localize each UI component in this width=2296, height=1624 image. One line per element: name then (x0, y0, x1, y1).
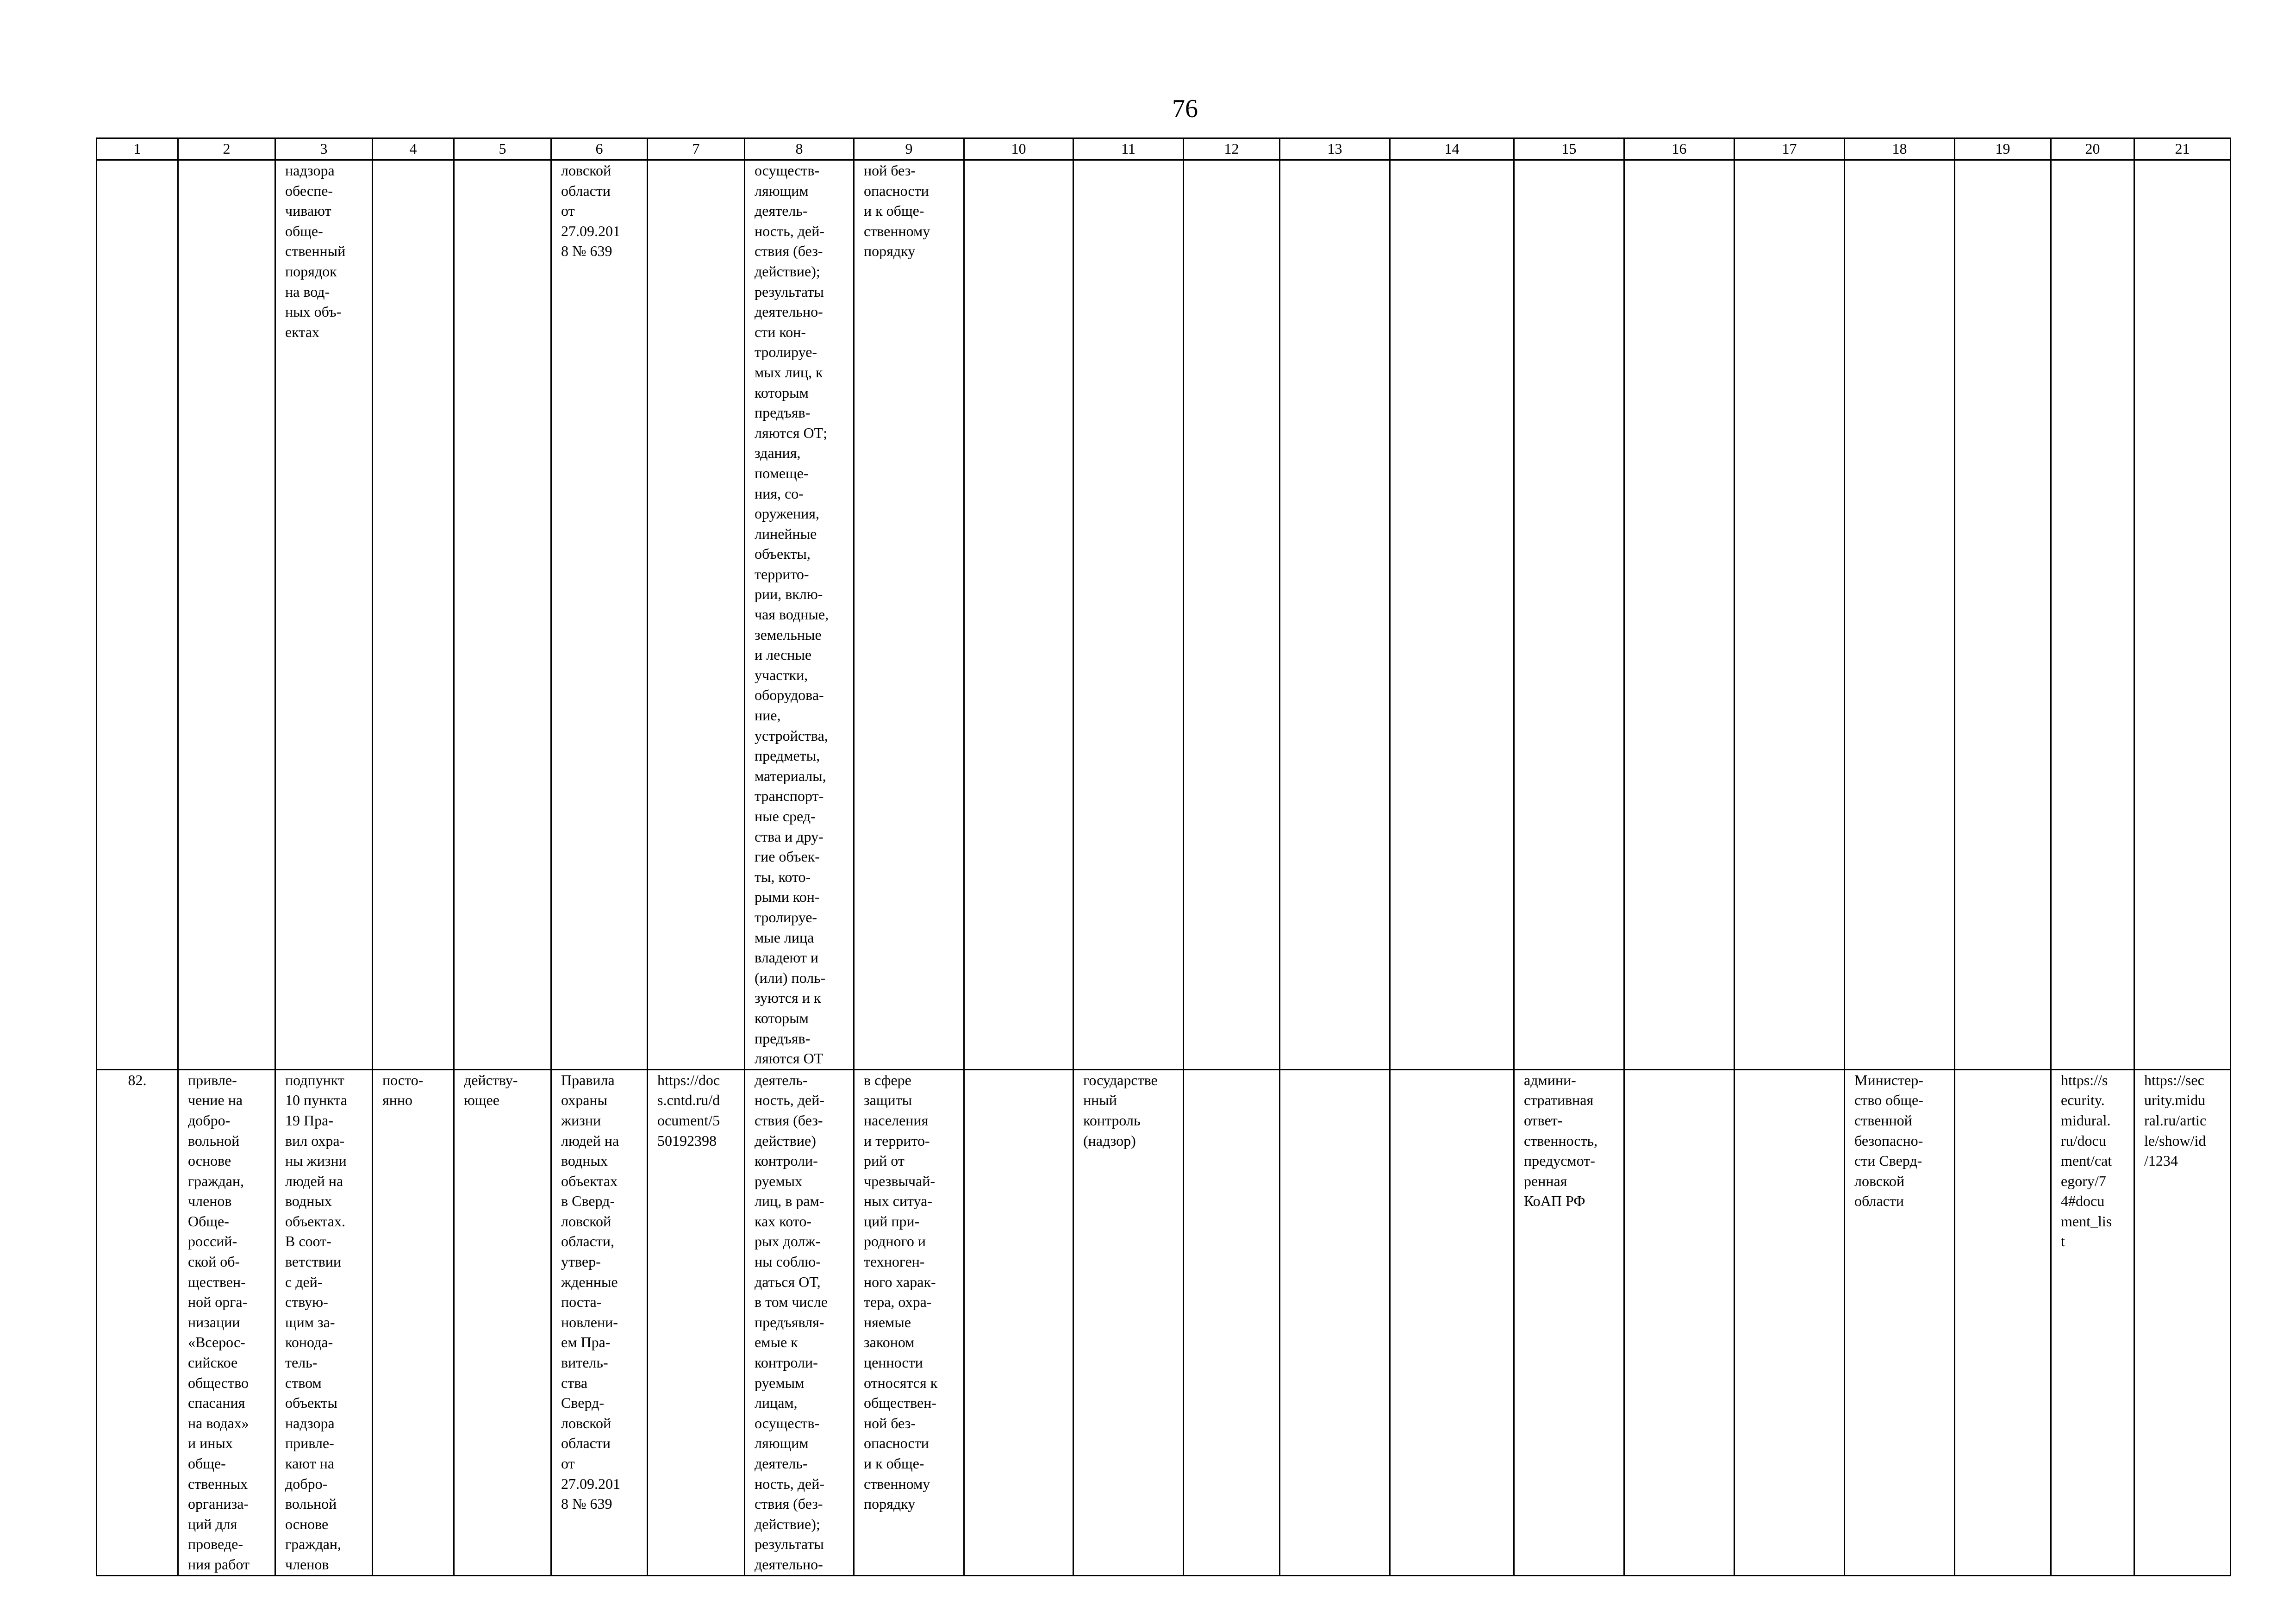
cell-text-line: лицам, (755, 1394, 798, 1412)
cell-text-line: объектах. (285, 1212, 345, 1230)
table-cell (1514, 1069, 1624, 1575)
table-cell (1734, 160, 1845, 1070)
table-cell (454, 1069, 551, 1575)
cell-text-line: кают на (285, 1455, 335, 1472)
cell-text-line: от (561, 1455, 575, 1472)
cell-text-line: участки, (755, 666, 808, 683)
column-number: 11 (1073, 138, 1184, 160)
column-number: 9 (854, 138, 964, 160)
cell-text-line: и к обще- (864, 1455, 924, 1472)
table-cell (1280, 160, 1390, 1070)
cell-text-line: транспорт- (755, 787, 824, 805)
cell-text-line: ной без- (864, 162, 916, 179)
cell-text-line: результаты (755, 1536, 824, 1553)
cell-text-line: оружения, (755, 505, 820, 522)
cell-text-line: s.cntd.ru/d (657, 1092, 720, 1109)
cell-text-line: ветствии (285, 1253, 342, 1270)
table-cell (2134, 160, 2231, 1070)
cell-text-line: на вод- (285, 283, 330, 300)
cell-text-line: подпункт (285, 1071, 344, 1088)
cell-text-line: 82. (128, 1071, 147, 1088)
cell-text-line: ющее (464, 1092, 499, 1109)
cell-text-line: ловской (1854, 1172, 1905, 1189)
cell-text-line: относятся к (864, 1374, 938, 1391)
cell-text-line: контроль (1083, 1112, 1141, 1129)
cell-text-line: от (561, 202, 575, 219)
cell-text-line: ствия (без- (755, 243, 823, 260)
cell-text-line: здания, (755, 444, 801, 462)
column-number: 12 (1184, 138, 1280, 160)
table-row (97, 1069, 2231, 1575)
column-number: 14 (1390, 138, 1514, 160)
cell-text-line: ocument/5 (657, 1112, 720, 1129)
cell-text-line: объекты (285, 1394, 337, 1412)
cell-text-line: мых лиц, к (755, 363, 823, 381)
cell-text-line: чение на (188, 1092, 243, 1109)
cell-text-line: ловской (561, 1414, 611, 1431)
cell-text-line: ность, дей- (755, 1092, 824, 1109)
cell-text-line: рыми кон- (755, 888, 820, 906)
column-number-header-row (97, 138, 2231, 160)
cell-text-line: обще- (188, 1455, 226, 1472)
table-cell (1073, 1069, 1184, 1575)
cell-text-line: емые к (755, 1334, 798, 1351)
table-cell (2051, 1069, 2134, 1575)
cell-text-line: деятельно- (755, 1555, 823, 1573)
cell-text-line: надзора (285, 162, 335, 179)
cell-text-line: «Всерос- (188, 1334, 245, 1351)
cell-text-line: водных (561, 1152, 608, 1169)
cell-text-line: Министер- (1854, 1071, 1923, 1088)
table-cell (1184, 160, 1280, 1070)
cell-text-line: ment/cat (2061, 1152, 2112, 1169)
table-cell (854, 160, 964, 1070)
cell-text-line: устройства, (755, 727, 828, 744)
cell-text-line: опасности (864, 1435, 929, 1452)
cell-text-line: Обще- (188, 1212, 229, 1230)
cell-text-line: граждан, (285, 1536, 342, 1553)
cell-text-line: деятельно- (755, 303, 823, 320)
cell-text-line: деятель- (755, 1455, 808, 1472)
cell-text-line: и террито- (864, 1132, 930, 1149)
table-cell (1514, 160, 1624, 1070)
cell-text-line: 8 № 639 (561, 1495, 612, 1512)
cell-text-line: организа- (188, 1495, 249, 1512)
cell-text-line: ствия (без- (755, 1495, 823, 1512)
cell-text-line: основе (285, 1515, 329, 1532)
cell-text-line: в том числе (755, 1293, 828, 1311)
table-cell (2051, 160, 2134, 1070)
cell-text-line: щим за- (285, 1313, 335, 1330)
cell-text-line: деятель- (755, 1071, 808, 1088)
cell-text-line: конода- (285, 1334, 333, 1351)
column-number: 20 (2051, 138, 2134, 160)
table-cell (1073, 160, 1184, 1070)
cell-text-line: в сфере (864, 1071, 911, 1088)
cell-text-line: ственность, (1524, 1132, 1598, 1149)
cell-text-line: безопасно- (1854, 1132, 1923, 1149)
cell-text-line: ответ- (1524, 1112, 1563, 1129)
cell-text-line: поста- (561, 1293, 602, 1311)
cell-text-line: в Сверд- (561, 1193, 615, 1210)
cell-text-line: низации (188, 1313, 240, 1330)
column-number: 16 (1624, 138, 1734, 160)
cell-text-line: янно (382, 1092, 412, 1109)
cell-text-line: рии, вклю- (755, 586, 823, 603)
table-cell (854, 1069, 964, 1575)
cell-text-line: действие) (755, 1132, 816, 1149)
cell-text-line: привле- (285, 1435, 334, 1452)
cell-text-line: ственному (864, 1475, 930, 1492)
cell-text-line: водных (285, 1193, 332, 1210)
cell-text-line: результаты (755, 283, 824, 300)
cell-text-line: опасности (864, 182, 929, 199)
cell-text-line: (или) поль- (755, 969, 826, 986)
cell-text-line: законом (864, 1334, 915, 1351)
cell-text-line: няемые (864, 1313, 911, 1330)
cell-text-line: ного харак- (864, 1273, 936, 1290)
cell-text-line: ем Пра- (561, 1334, 611, 1351)
cell-text-line: 50192398 (657, 1132, 717, 1149)
cell-text-line: помеще- (755, 464, 809, 481)
table-cell (275, 160, 373, 1070)
cell-text-line: ты, кото- (755, 868, 811, 885)
cell-text-line: ляющим (755, 1435, 809, 1452)
column-number: 15 (1514, 138, 1624, 160)
cell-text-line: ния работ (188, 1555, 250, 1573)
cell-text-line: ловской (561, 1212, 611, 1230)
cell-text-line: чрезвычай- (864, 1172, 936, 1189)
cell-text-line: привле- (188, 1071, 237, 1088)
cell-text-line: https://s (2061, 1071, 2108, 1088)
cell-text-line: ций для (188, 1515, 237, 1532)
cell-text-line: 27.09.201 (561, 222, 620, 239)
table-cell (1955, 1069, 2051, 1575)
cell-text-line: ru/docu (2061, 1132, 2106, 1149)
cell-text-line: ствую- (285, 1293, 328, 1311)
column-number: 3 (275, 138, 373, 160)
cell-text-line: ценности (864, 1354, 923, 1371)
cell-text-line: гие объек- (755, 848, 820, 865)
cell-text-line: государстве (1083, 1071, 1158, 1088)
table-cell (373, 1069, 454, 1575)
column-number: 17 (1734, 138, 1845, 160)
cell-text-line: которым (755, 1009, 809, 1026)
cell-text-line: основе (188, 1152, 231, 1169)
cell-text-line: предусмот- (1524, 1152, 1595, 1169)
cell-text-line: оборудова- (755, 687, 824, 704)
cell-text-line: 8 № 639 (561, 243, 612, 260)
cell-text-line: витель- (561, 1354, 608, 1371)
cell-text-line: с дей- (285, 1273, 323, 1290)
cell-text-line: предъявля- (755, 1313, 824, 1330)
cell-text-line: ние, (755, 707, 781, 724)
cell-text-line: Правила (561, 1071, 615, 1088)
column-number: 10 (964, 138, 1073, 160)
cell-text-line: на водах» (188, 1414, 249, 1431)
table-cell (1390, 1069, 1514, 1575)
cell-text-line: ства и дру- (755, 828, 824, 845)
cell-text-line: чивают (285, 202, 331, 219)
cell-text-line: 10 пункта (285, 1092, 347, 1109)
cell-text-line: новлени- (561, 1313, 618, 1330)
column-number: 21 (2134, 138, 2231, 160)
cell-text-line: добро- (188, 1112, 231, 1129)
cell-text-line: материалы, (755, 767, 826, 784)
cell-text-line: людей на (561, 1132, 619, 1149)
cell-text-line: тролируе- (755, 344, 817, 361)
column-number: 4 (373, 138, 454, 160)
cell-text-line: спасания (188, 1394, 245, 1412)
cell-text-line: ственных (188, 1475, 248, 1492)
cell-text-line: действие); (755, 262, 820, 280)
cell-text-line: членов (188, 1193, 232, 1210)
table-cell (178, 1069, 275, 1575)
cell-text-line: которым (755, 384, 809, 401)
cell-text-line: родного и (864, 1233, 926, 1250)
cell-text-line: добро- (285, 1475, 328, 1492)
cell-text-line: надзора (285, 1414, 335, 1431)
cell-text-line: le/show/id (2144, 1132, 2206, 1149)
cell-text-line: населения (864, 1112, 929, 1129)
cell-text-line: мые лица (755, 929, 814, 946)
row-number-cell (97, 1069, 178, 1575)
cell-text-line: /1234 (2144, 1152, 2178, 1169)
cell-text-line: сти Сверд- (1854, 1152, 1922, 1169)
cell-text-line: нный (1083, 1092, 1117, 1109)
cell-text-line: охраны (561, 1092, 608, 1109)
cell-text-line: обеспе- (285, 182, 333, 199)
table-cell (745, 160, 854, 1070)
cell-text-line: ством (285, 1374, 322, 1391)
cell-text-line: midural. (2061, 1112, 2111, 1129)
cell-text-line: обще- (285, 222, 323, 239)
cell-text-line: 19 Пра- (285, 1112, 333, 1129)
cell-text-line: действие); (755, 1515, 820, 1532)
table-cell (373, 160, 454, 1070)
cell-text-line: Сверд- (561, 1394, 604, 1412)
cell-text-line: россий- (188, 1233, 237, 1250)
cell-text-line: ляются ОТ (755, 1050, 824, 1067)
cell-text-line: и к обще- (864, 202, 924, 219)
table-cell (1184, 1069, 1280, 1575)
table-cell (551, 160, 648, 1070)
cell-text-line: террито- (755, 565, 809, 582)
cell-text-line: вольной (188, 1132, 240, 1149)
table-row (97, 160, 2231, 1070)
cell-text-line: В соот- (285, 1233, 331, 1250)
table-cell (2134, 1069, 2231, 1575)
cell-text-line: руемым (755, 1374, 805, 1391)
cell-text-line: админи- (1524, 1071, 1576, 1088)
table-cell (551, 1069, 648, 1575)
cell-text-line: руемых (755, 1172, 803, 1189)
cell-text-line: ства (561, 1374, 588, 1391)
cell-text-line: рий от (864, 1152, 905, 1169)
table-cell (964, 160, 1073, 1070)
cell-text-line: техноген- (864, 1253, 925, 1270)
table-cell (648, 1069, 745, 1575)
register-table (96, 137, 2231, 1576)
cell-text-line: линейные (755, 525, 817, 542)
cell-text-line: ны соблю- (755, 1253, 821, 1270)
cell-text-line: лиц, в рам- (755, 1193, 824, 1210)
column-number: 2 (178, 138, 275, 160)
cell-text-line: посто- (382, 1071, 424, 1088)
cell-text-line: ral.ru/artic (2144, 1112, 2207, 1129)
cell-text-line: граждан, (188, 1172, 244, 1189)
cell-text-line: осуществ- (755, 162, 820, 179)
cell-text-line: ственной (1854, 1112, 1912, 1129)
table-cell (1734, 1069, 1845, 1575)
table-cell (1845, 160, 1955, 1070)
cell-text-line: ляются ОТ; (755, 424, 828, 441)
table-cell (1845, 1069, 1955, 1575)
cell-text-line: (надзор) (1083, 1132, 1136, 1149)
cell-text-line: КоАП РФ (1524, 1193, 1585, 1210)
cell-text-line: 4#docu (2061, 1193, 2105, 1210)
cell-text-line: ных объ- (285, 303, 342, 320)
table-cell (1390, 160, 1514, 1070)
cell-text-line: предъяв- (755, 404, 811, 421)
table-cell (275, 1069, 373, 1575)
cell-text-line: https://sec (2144, 1071, 2204, 1088)
cell-text-line: ность, дей- (755, 222, 824, 239)
cell-text-line: жизни (561, 1112, 601, 1129)
page-number: 76 (1172, 94, 1198, 123)
cell-text-line: ность, дей- (755, 1475, 824, 1492)
cell-text-line: жденные (561, 1273, 618, 1290)
table-cell (648, 160, 745, 1070)
table-cell (97, 160, 178, 1070)
cell-text-line: ния, со- (755, 485, 804, 502)
column-number: 13 (1280, 138, 1390, 160)
cell-text-line: и лесные (755, 646, 812, 663)
cell-text-line: ствия (без- (755, 1112, 823, 1129)
cell-text-line: порядку (864, 243, 916, 260)
cell-text-line: контроли- (755, 1152, 818, 1169)
cell-text-line: вольной (285, 1495, 337, 1512)
cell-text-line: ственный (285, 243, 346, 260)
cell-text-line: области, (561, 1233, 614, 1250)
cell-text-line: порядок (285, 262, 337, 280)
cell-text-line: ках кото- (755, 1212, 811, 1230)
cell-text-line: предъяв- (755, 1030, 811, 1047)
cell-text-line: земельные (755, 626, 822, 643)
cell-text-line: t (2061, 1233, 2065, 1250)
cell-text-line: людей на (285, 1172, 343, 1189)
table-cell (454, 160, 551, 1070)
column-number: 5 (454, 138, 551, 160)
cell-text-line: деятель- (755, 202, 808, 219)
cell-text-line: сийское (188, 1354, 238, 1371)
cell-text-line: ловской (561, 162, 611, 179)
cell-text-line: ской об- (188, 1253, 240, 1270)
cell-text-line: ecurity. (2061, 1092, 2105, 1109)
cell-text-line: обществен- (864, 1394, 937, 1412)
cell-text-line: защиты (864, 1092, 912, 1109)
cell-text-line: ций при- (864, 1212, 920, 1230)
cell-text-line: ренная (1524, 1172, 1567, 1189)
cell-text-line: чая водные, (755, 606, 829, 623)
cell-text-line: даться ОТ, (755, 1273, 821, 1290)
column-number: 19 (1955, 138, 2051, 160)
cell-text-line: предметы, (755, 747, 820, 764)
table-cell (1955, 160, 2051, 1070)
column-number: 7 (648, 138, 745, 160)
cell-text-line: ной без- (864, 1414, 916, 1431)
cell-text-line: сти кон- (755, 323, 806, 340)
cell-text-line: ство обще- (1854, 1092, 1923, 1109)
cell-text-line: рых долж- (755, 1233, 821, 1250)
table-cell (178, 160, 275, 1070)
cell-text-line: утвер- (561, 1253, 601, 1270)
column-number: 6 (551, 138, 648, 160)
cell-text-line: зуются и к (755, 989, 821, 1006)
cell-text-line: стративная (1524, 1092, 1594, 1109)
cell-text-line: контроли- (755, 1354, 818, 1371)
cell-text-line: ные сред- (755, 808, 816, 824)
cell-text-line: тролируе- (755, 908, 817, 925)
cell-text-line: владеют и (755, 949, 818, 966)
cell-text-line: порядку (864, 1495, 916, 1512)
cell-text-line: ной орга- (188, 1293, 248, 1311)
cell-text-line: области (561, 182, 611, 199)
cell-text-line: и иных (188, 1435, 233, 1452)
cell-text-line: ляющим (755, 182, 809, 199)
cell-text-line: вил охра- (285, 1132, 345, 1149)
cell-text-line: действу- (464, 1071, 518, 1088)
cell-text-line: egory/7 (2061, 1172, 2106, 1189)
cell-text-line: осуществ- (755, 1414, 820, 1431)
cell-text-line: ных ситуа- (864, 1193, 932, 1210)
cell-text-line: общество (188, 1374, 249, 1391)
cell-text-line: объектах (561, 1172, 618, 1189)
cell-text-line: https://doc (657, 1071, 720, 1088)
column-number: 1 (97, 138, 178, 160)
cell-text-line: ment_lis (2061, 1212, 2112, 1230)
table-cell (964, 1069, 1073, 1575)
cell-text-line: ственному (864, 222, 930, 239)
cell-text-line: области (561, 1435, 611, 1452)
table-cell (1624, 1069, 1734, 1575)
cell-text-line: 27.09.201 (561, 1475, 620, 1492)
column-number: 18 (1845, 138, 1955, 160)
cell-text-line: проведе- (188, 1536, 243, 1553)
cell-text-line: ществен- (188, 1273, 246, 1290)
table-cell (1624, 160, 1734, 1070)
cell-text-line: тель- (285, 1354, 318, 1371)
cell-text-line: ны жизни (285, 1152, 347, 1169)
cell-text-line: объекты, (755, 545, 811, 562)
table-cell (745, 1069, 854, 1575)
cell-text-line: области (1854, 1193, 1904, 1210)
cell-text-line: urity.midu (2144, 1092, 2206, 1109)
cell-text-line: тера, охра- (864, 1293, 932, 1311)
cell-text-line: ектах (285, 323, 319, 340)
table-cell (1280, 1069, 1390, 1575)
cell-text-line: членов (285, 1555, 329, 1573)
column-number: 8 (745, 138, 854, 160)
